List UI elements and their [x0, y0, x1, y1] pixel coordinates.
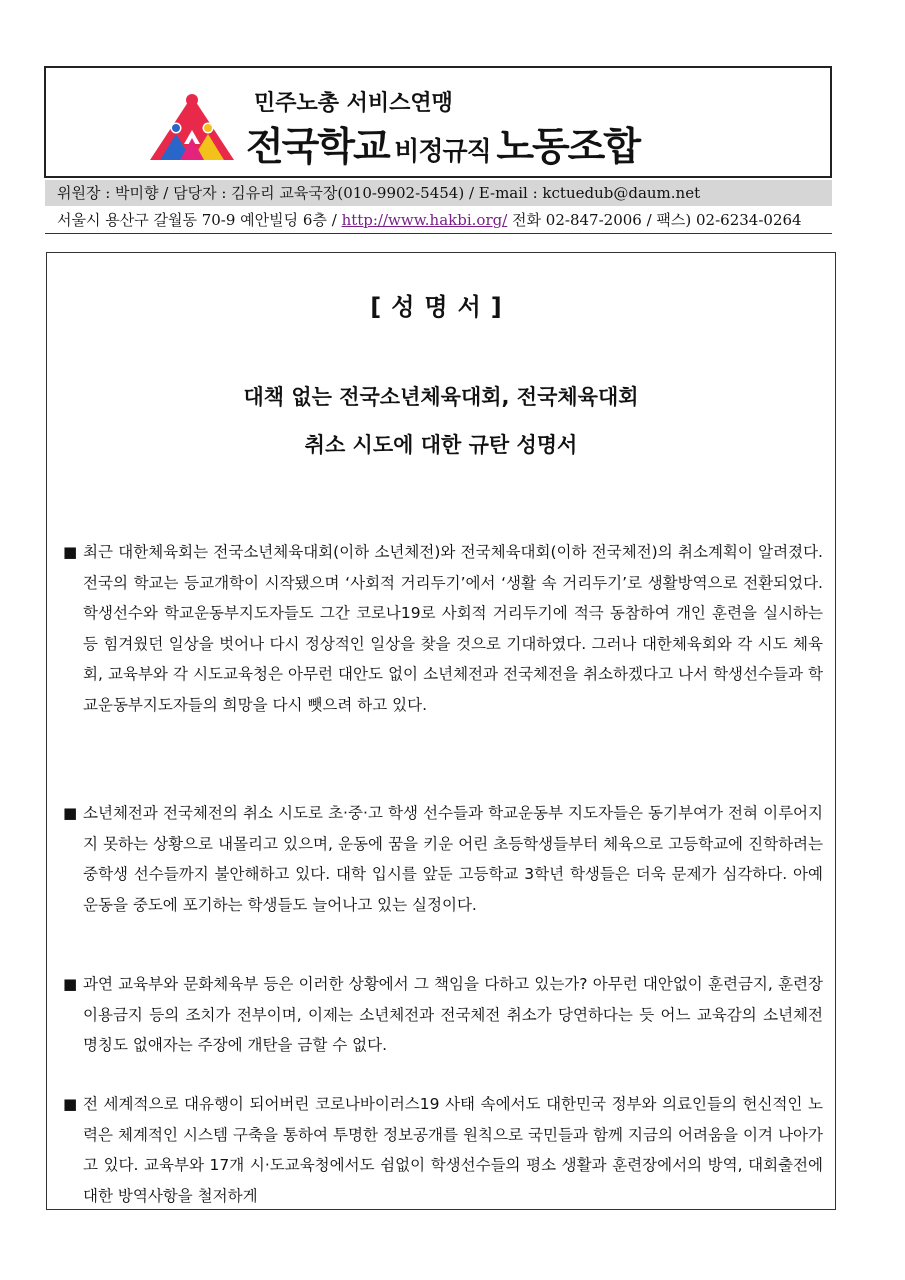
statement-title-line2: 취소 시도에 대한 규탄 성명서 — [304, 433, 578, 457]
org-name-part3: 노동조합 — [496, 125, 640, 170]
square-bullet-icon: ■ — [63, 1095, 78, 1113]
org-name-part1: 전국학교 — [246, 125, 389, 170]
statement-title-line1: 대책 없는 전국소년체육대회, 전국체육대회 — [243, 385, 639, 409]
paragraph — [63, 537, 823, 720]
union-logo-icon — [146, 90, 238, 162]
paragraph — [63, 1089, 823, 1210]
org-name-part2: 비정규직 — [394, 137, 491, 167]
square-bullet-icon: ■ — [63, 543, 78, 561]
square-bullet-icon: ■ — [63, 975, 78, 993]
address-text: 서울시 용산구 갈월동 70-9 예안빌딩 6층 / — [57, 211, 337, 229]
paragraph-text: 과연 교육부와 문화체육부 등은 이러한 상황에서 그 책임을 다하고 있는가? 아무런 대안없이 훈련금지, 훈련장 이용금지 등의 조치가 전부이며, 이제는 소년체전과 전국체전 취소가 당연하다는 듯 어느 교육감의 소년체전 명칭도 없애자는 주장에 개탄을 금할 수 없다. — [83, 975, 823, 1054]
document-label: [성명서] — [370, 293, 512, 321]
contact-info: 위원장 : 박미향 / 담당자 : 김유리 교육국장(010-9902-5454) / E-mail : kctuedub@daum.net — [45, 180, 832, 206]
paragraph — [63, 798, 823, 920]
paragraph — [63, 969, 823, 1061]
statement-body — [46, 252, 836, 1210]
org-union-name — [246, 116, 639, 172]
paragraph-text: 전 세계적으로 대유행이 되어버린 코로나바이러스19 사태 속에서도 대한민국 정부와 의료인들의 헌신적인 노력은 체계적인 시스템 구축을 통하여 투명한 정보공개를 원칙으로 국민들과 함께 지금의 어려움을 이겨 나아가고 있다. 교육부와 17개 시·도교육청에서도 쉼없이 학생선수들의 평소 생활과 훈련장에서의 방역, 대회출전에 대한 방역사항을 철저하게 — [83, 1095, 823, 1205]
phone-fax-text: 전화 02-847-2006 / 팩스) 02-6234-0264 — [512, 211, 802, 229]
letterhead — [44, 66, 832, 178]
paragraph-text: 최근 대한체육회는 전국소년체육대회(이하 소년체전)와 전국체육대회(이하 전국체전)의 취소계획이 알려졌다. 전국의 학교는 등교개학이 시작됐으며 ‘사회적 거리두기’에서 ‘생활 속 거리두기’로 생활방역으로 전환되었다. 학생선수와 학교운동부지도자들도 그간 코로나19로 사회적 거리두기에 적극 동참하여 개인 훈련을 실시하는 등 힘겨웠던 일상을 벗어나 다시 정상적인 일상을 찾을 것으로 기대하였다. 그러나 대한체육회와 각 시도 체육회, 교육부와 각 시도교육청은 아무런 대안도 없이 소년체전과 전국체전을 취소하겠다고 나서 학생선수들과 학교운동부지도자들의 희망을 다시 뺏으려 하고 있다. — [83, 543, 823, 714]
website-link[interactable]: http://www.hakbi.org/ — [341, 211, 508, 229]
paragraph-text: 소년체전과 전국체전의 취소 시도로 초·중·고 학생 선수들과 학교운동부 지도자들은 동기부여가 전혀 이루어지지 못하는 상황으로 내몰리고 있으며, 운동에 꿈을 키운 어린 초등학생들부터 체육으로 고등학교에 진학하려는 중학생 선수들까지 불안해하고 있다. 대학 입시를 앞둔 고등학교 3학년 학생들은 더욱 문제가 심각하다. 아예 운동을 중도에 포기하는 학생들도 늘어나고 있는 실정이다. — [83, 804, 823, 914]
address-info — [45, 208, 832, 234]
org-federation-name: 민주노총 서비스연맹 — [254, 91, 453, 116]
square-bullet-icon: ■ — [63, 804, 78, 822]
